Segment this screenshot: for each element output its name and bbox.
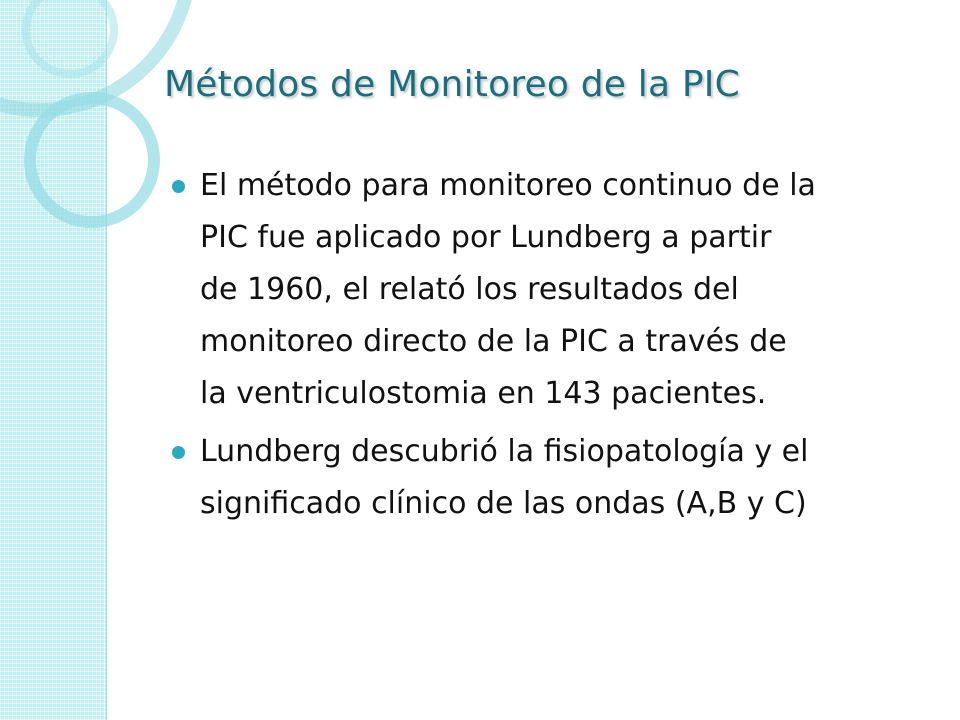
bullet-text-line: PIC fue aplicado por Lundberg a partir bbox=[200, 220, 772, 255]
bullet-text-line: de 1960, el relató los resultados del bbox=[200, 272, 739, 307]
bullet-item-waves bbox=[172, 426, 932, 530]
bullet-text-line: monitoreo directo de la PIC a través de bbox=[200, 324, 787, 359]
bullet-dot-icon bbox=[172, 446, 185, 459]
bullet-text-line: El método para monitoreo continuo de la bbox=[200, 168, 816, 203]
bullet-dot-icon bbox=[172, 180, 185, 193]
bullet-text-line: significado clínico de las ondas (A,B y C) bbox=[200, 486, 807, 521]
bullet-text-line: Lundberg descubrió la fisiopatología y el bbox=[200, 434, 809, 469]
slide-title: Métodos de Monitoreo de la PIC bbox=[164, 64, 740, 105]
bullet-item-lundberg-method bbox=[172, 160, 932, 420]
bullet-text-line: la ventriculostomia en 143 pacientes. bbox=[200, 376, 767, 411]
bullet-list bbox=[172, 160, 932, 536]
